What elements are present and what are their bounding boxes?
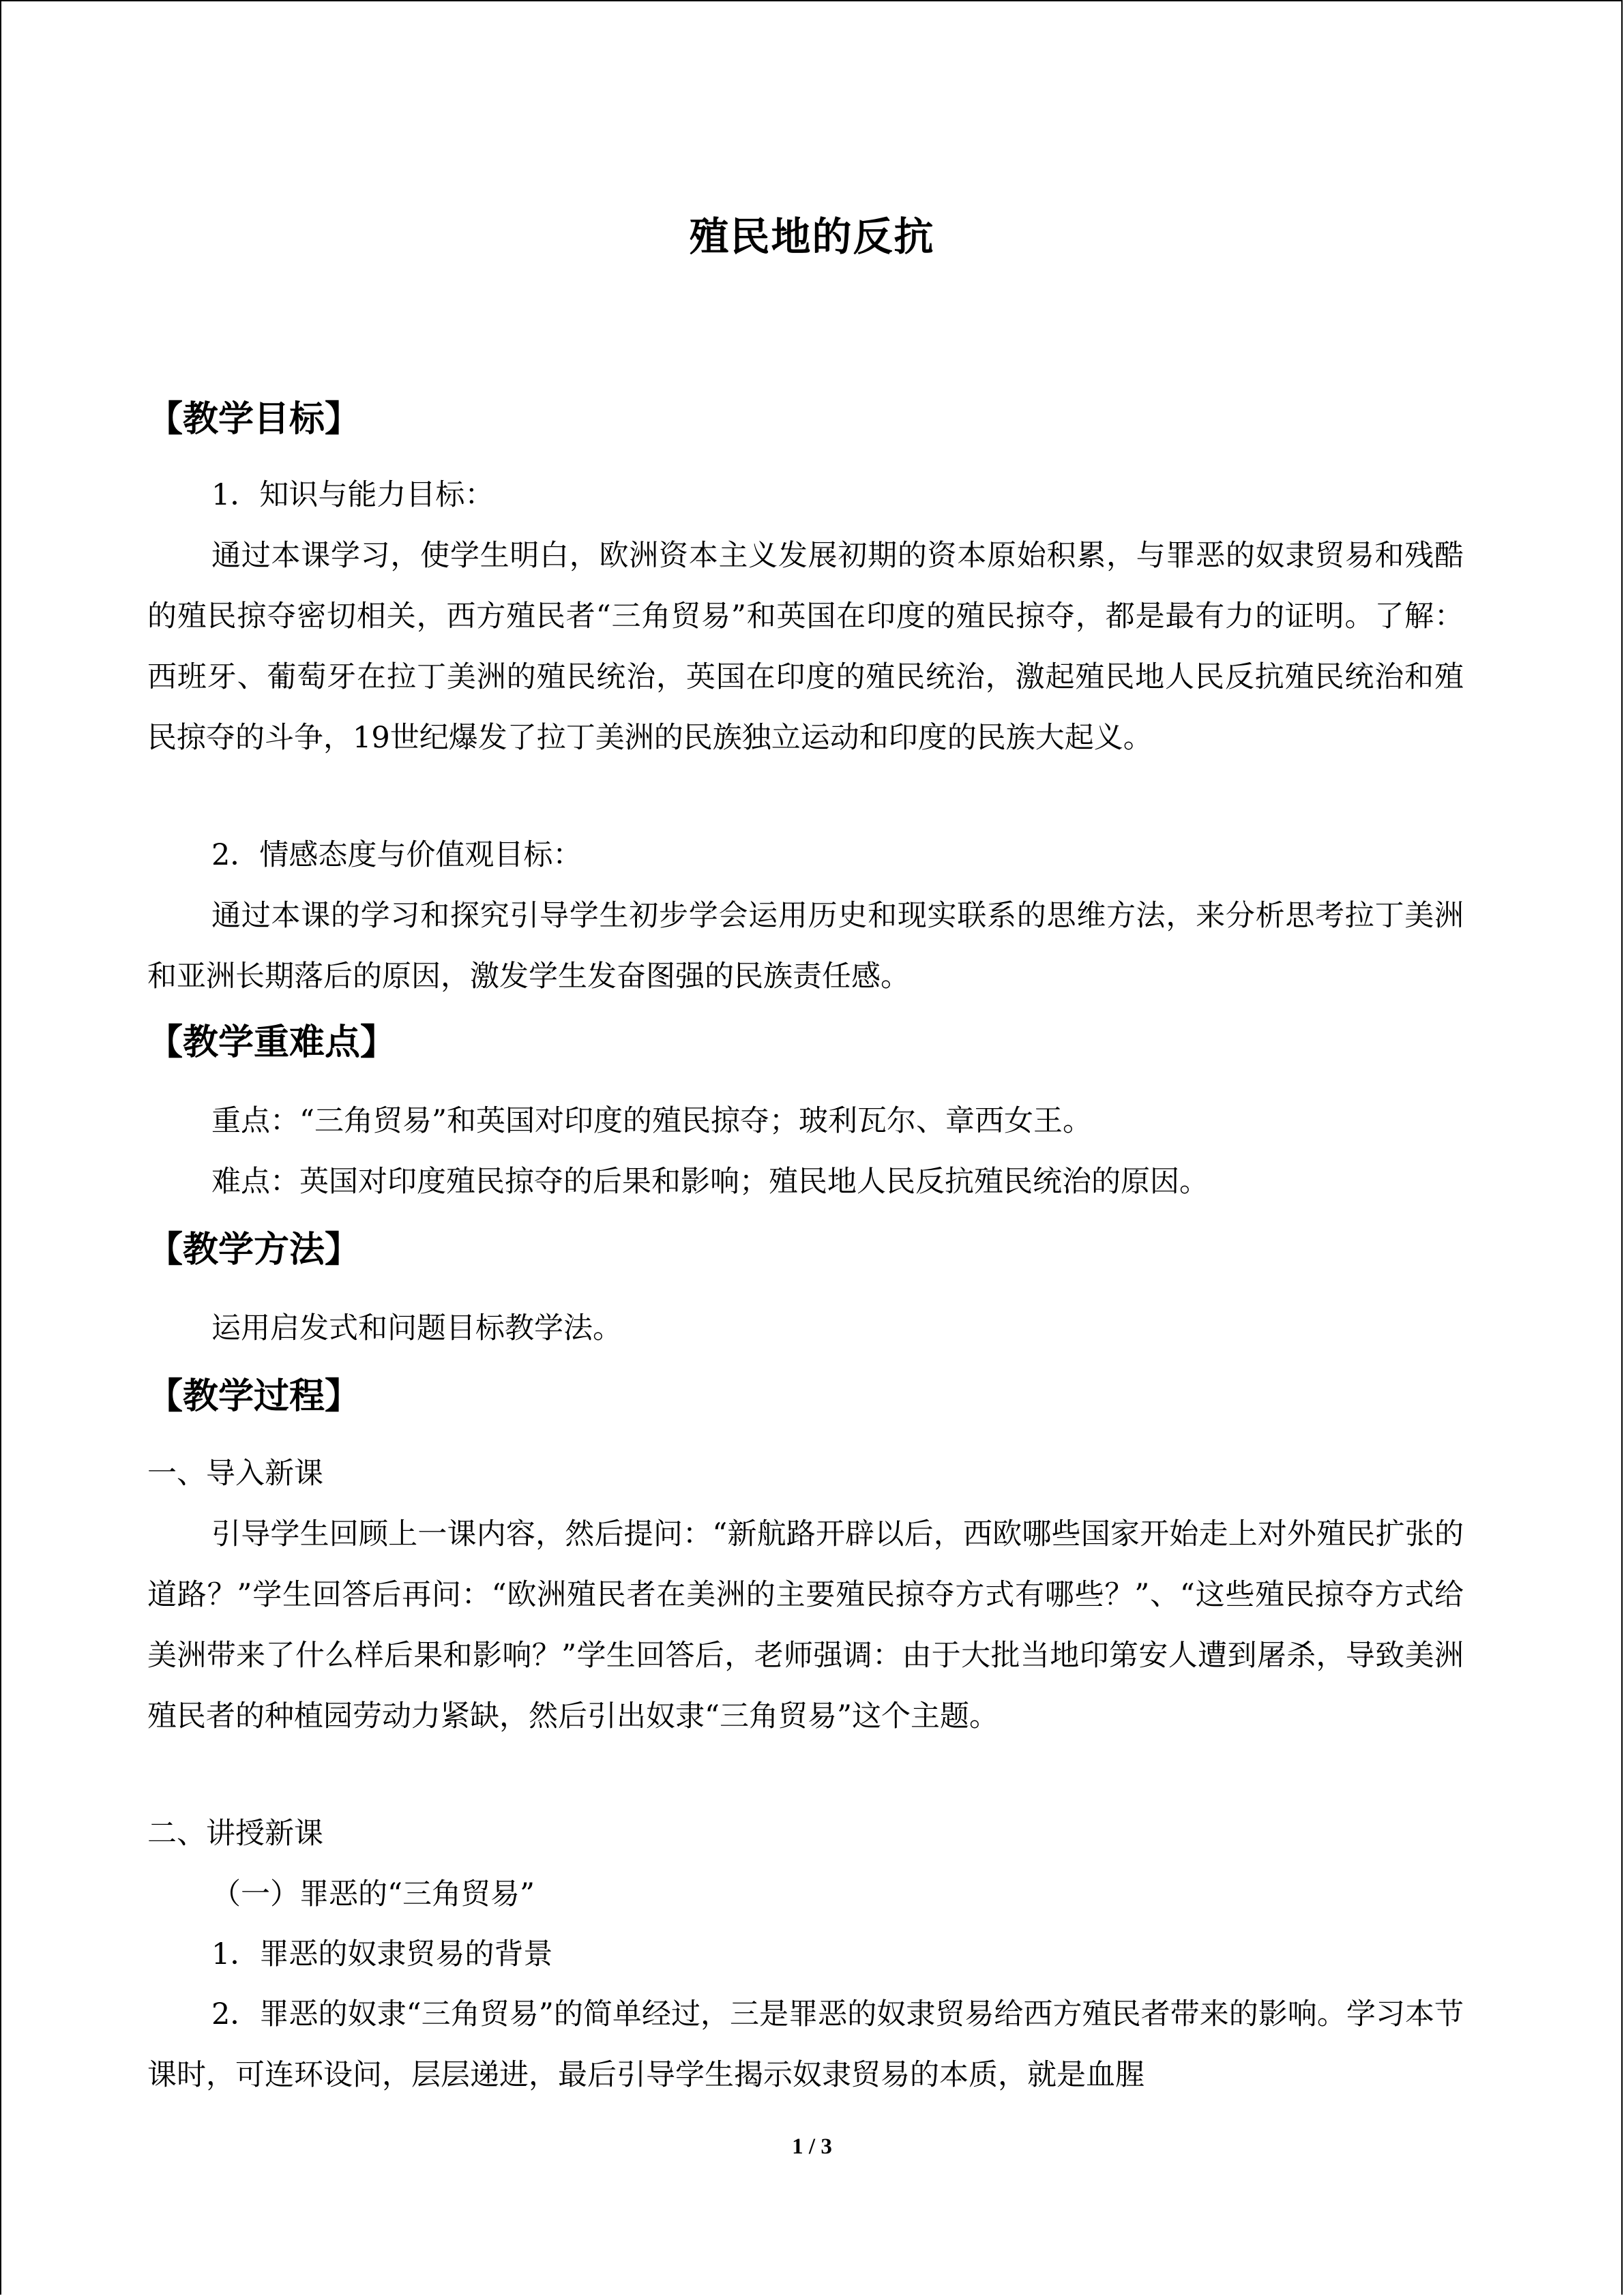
- objective-2-label: 2．情感态度与价值观目标：: [211, 838, 582, 872]
- process-part1-label: 一、导入新课: [147, 1457, 323, 1491]
- objective-1-label: 1．知识与能力目标：: [211, 478, 494, 512]
- method-text: 运用启发式和问题目标教学法。: [211, 1311, 622, 1345]
- process-sub1-item2: 2．罪恶的奴隶“三角贸易”的简单经过，三是罪恶的奴隶贸易给西方殖民者带来的影响。学习本节课时，可连环设问，层层递进，最后引导学生揭示奴隶贸易的本质，就是血腥: [147, 1997, 1464, 2092]
- page-number: 1 / 3: [792, 2134, 832, 2159]
- process-part2-label: 二、讲授新课: [147, 1817, 323, 1851]
- page-title: 殖民地的反抗: [689, 213, 935, 260]
- objectives-heading: 【教学目标】: [147, 399, 361, 440]
- key-point-text: 重点：“三角贸易”和英国对印度的殖民掠夺；玻利瓦尔、章西女王。: [211, 1104, 1092, 1138]
- process-sub1-item1: 1．罪恶的奴隶贸易的背景: [211, 1937, 553, 1971]
- process-part1-text: 引导学生回顾上一课内容，然后提问：“新航路开辟以后，西欧哪些国家开始走上对外殖民扩张的道路？”学生回答后再问：“欧洲殖民者在美洲的主要殖民掠夺方式有哪些？”、“这些殖民掠夺方式给美洲带来了什么样后果和影响？”学生回答后，老师强调：由于大批当地印第安人遭到屠杀，导致美洲殖民者的种植园劳动力紧缺，然后引出奴隶“三角贸易”这个主题。: [147, 1517, 1464, 1733]
- difficult-point-text: 难点：英国对印度殖民掠夺的后果和影响；殖民地人民反抗殖民统治的原因。: [211, 1165, 1209, 1199]
- objective-2-text: 通过本课的学习和探究引导学生初步学会运用历史和现实联系的思维方法，来分析思考拉丁美洲和亚洲长期落后的原因，激发学生发奋图强的民族责任感。: [147, 899, 1464, 994]
- key-points-heading: 【教学重难点】: [147, 1022, 396, 1063]
- objective-1-text: 通过本课学习，使学生明白，欧洲资本主义发展初期的资本原始积累，与罪恶的奴隶贸易和残酷的殖民掠夺密切相关，西方殖民者“三角贸易”和英国在印度的殖民掠夺，都是最有力的证明。了解：西班牙、葡萄牙在拉丁美洲的殖民统治，英国在印度的殖民统治，激起殖民地人民反抗殖民统治和殖民掠夺的斗争，19世纪爆发了拉丁美洲的民族独立运动和印度的民族大起义。: [147, 539, 1464, 755]
- method-heading: 【教学方法】: [147, 1229, 361, 1270]
- process-sub1-label: （一）罪恶的“三角贸易”: [211, 1877, 535, 1911]
- process-heading: 【教学过程】: [147, 1376, 361, 1417]
